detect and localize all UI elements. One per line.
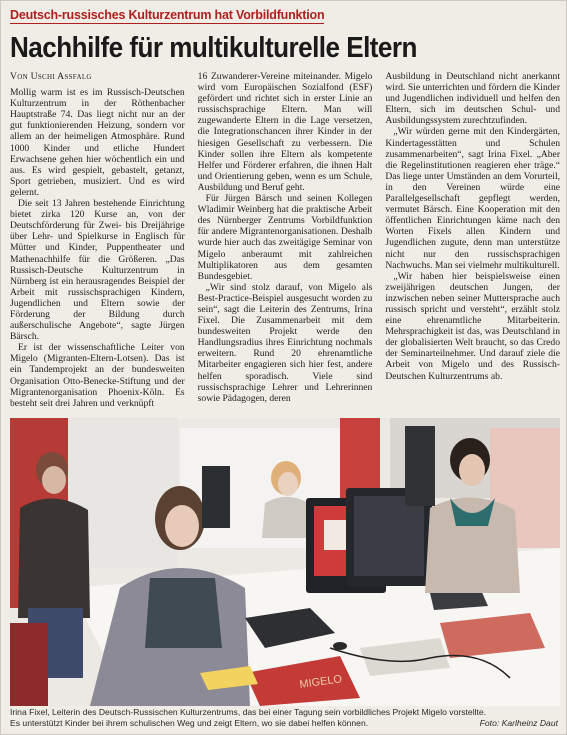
byline: Von Uschi Assfalg: [10, 71, 92, 82]
paragraph: „Wir sind stolz darauf, von Migelo als Best-Practice-Beispiel ausgesucht worden zu sein“, sagt die Leiterin des Zentrums, Irina Fixel. Die Zusammenarbeit mit dem bundesweiten Projekt werde den Handlungsradius ihres Einrichtung nochmals erweitern. Rund 20 ehrenamtliche Mitarbeiter engagieren sich hier fest, andere helfen sporadisch. Viele sind russischsprachige Lehrer und Lehrerinnen sowie Pädagogen, deren: [197, 281, 373, 404]
column-1: [10, 71, 185, 416]
photo-caption: [10, 707, 560, 729]
paragraph: Er ist der wissenschaftliche Leiter von Migelo (Migranten-Eltern-Lotsen). Das ist ein Tandemprojekt an der bundesweiten Organisation Otto-Benecke-Stiftung und der Migrantenorganisation Phoenix-Köln. Es besteht seit drei Jahren und verknüpft: [10, 342, 185, 409]
paragraph: „Wir haben hier beispielsweise einen zweijährigen deutschen Jungen, der inzwischen neben seiner Muttersprache auch russisch spricht und versteht“, erzählt stolz eine ehrenamtliche Mitarbeiterin. Mehrsprachigkeit ist das, was Deutschland in der globalisierten Welt braucht, so das Credo der Seminarteilnehmer. Und darauf ziele die Arbeit von Migelo und des Russisch-Deutschen Kulturzentrums ab.: [385, 270, 561, 382]
caption-line-2: Es unterstützt Kinder bei ihrem schulischen Weg und zeigt Eltern, wo sie dabei helfen können.: [10, 718, 369, 728]
column-2: [198, 71, 373, 416]
paragraph: „Wir würden gerne mit den Kindergärten, Kindertagesstätten und Schulen zusammenarbeiten“, sagt Irina Fixel. „Aber die Regelinstitutionen reagieren eher träge.“ Das liege unter Umständen an dem Vorurteil, in den Vereinen würde eine Parallelgesellschaft gepflegt werden, vermutet Bärsch. Eine Kooperation mit den öffentlichen Einrichtungen käme nach den Worten Fixels allen Kindern und Jugendlichen zugute, denn man unterstütze nicht nur den russischsprachigen Nachwuchs. Man sei vielmehr multikulturell.: [385, 126, 561, 271]
caption-line-1: Irina Fixel, Leiterin des Deutsch-Russischen Kulturzentrums, das bei einer Tagung sein vorbildliches Projekt Migelo vorstellte.: [10, 707, 487, 717]
paragraph: Die seit 13 Jahren bestehende Einrichtung bietet zirka 120 Kurse an, von der Deutschförderung für Zwei- bis Dreijährige über Lehr- und Spielkurse in Englisch für Mütter und Kinder, Puppentheater und Mathenachhilfe für die Größeren. „Das Russisch-Deutsche Kulturzentrum in Nürnberg ist ein herausragendes Beispiel der Arbeit mit russischsprachigen Kindern, Jugendlichen und Eltern sowie der Förderung der Bildung durch außerschulische Angebote“, sagte Jürgen Bärsch.: [10, 198, 185, 343]
photo-classroom-illustration: [10, 418, 560, 706]
article-photo: [10, 418, 560, 706]
photo-credit: Foto: Karlheinz Daut: [479, 718, 558, 728]
article-body: [10, 71, 560, 416]
paragraph: Ausbildung in Deutschland nicht anerkannt wird. Sie unterrichten und fördern die Kinder und Jugendlichen individuell und helfen den Eltern, sich im deutschen Schul- und Ausbildungssystem zurechtzufinden.: [385, 71, 561, 127]
notebook-label: MIGELO: [298, 673, 343, 691]
paragraph: Für Jürgen Bärsch und seinen Kollegen Wladimir Weinberg hat die praktische Arbeit des Nürnberger Zentrums Vorbildfunktion für andere Migrantenorganisationen. Deshalb wurde hier auch das zweitägige Seminar von Migelo anberaumt mit zahlreichen Multiplikatoren aus dem gesamten Bundesgebiet.: [197, 193, 373, 282]
column-3: [385, 71, 560, 416]
paragraph: 16 Zuwanderer-Vereine miteinander. Migelo wird vom Europäischen Sozialfond (ESF) gefördert und richtet sich in erster Linie an russischsprachige Eltern. Man will zugewanderte Eltern in die Lage versetzen, die Integrationschancen ihrer Kinder in der hiesigen Gesellschaft zu verbessern. Die Kinder sollen ihre Eltern als kompetente Helfer und Förderer erfahren, die ihnen Halt und Orientierung geben, wenn es um Schule, Ausbildung und Beruf geht.: [197, 71, 373, 193]
paragraph: Mollig warm ist es im Russisch-Deutschen Kulturzentrum in der Röthenbacher Hauptstraße 74. Das liegt nicht nur an der gut funktionierenden Heizung, sondern vor allem an der heimeligen Atmosphäre. Rund 1000 Kinder und etliche Hundert Erwachsene gehen hier wöchentlich ein und aus. Es wird gespielt, gebastelt, getanzt, Sport getrieben, musiziert. Und es wird gelernt.: [10, 87, 185, 198]
headline: Nachhilfe für multikulturelle Eltern: [10, 32, 417, 64]
kicker: Deutsch-russisches Kulturzentrum hat Vorbildfunktion: [10, 8, 325, 22]
